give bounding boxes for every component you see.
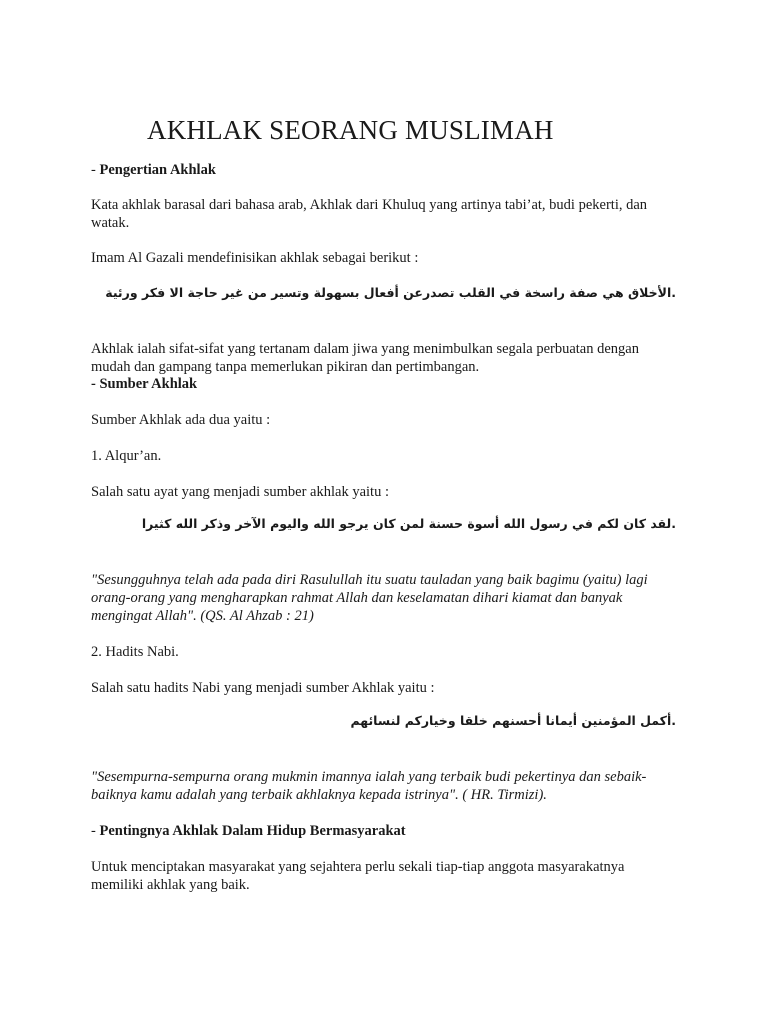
paragraph-line: mudah dan gampang tanpa memerlukan pikiran dan pertimbangan. (91, 359, 480, 375)
heading-sumber: - Sumber Akhlak (91, 376, 198, 392)
quote-line: mengingat Allah". (QS. Al Ahzab : 21) (91, 608, 314, 624)
heading-text: Pengertian Akhlak (99, 162, 216, 178)
page-title: AKHLAK SEORANG MUSLIMAH (147, 115, 554, 145)
arabic-text: .أكمل المؤمنين أيمانا أحسنهم خلقا وخياركم لنسائهم (350, 713, 676, 728)
paragraph-line: Kata akhlak barasal dari bahasa arab, Akhlak dari Khuluq yang artinya tabi’at, budi pekerti, dan (91, 197, 648, 213)
heading-pengertian (91, 161, 216, 180)
paragraph-line: Imam Al Gazali mendefinisikan akhlak sebagai berikut : (91, 250, 419, 266)
quote-line: "Sesungguhnya telah ada pada diri Rasulullah itu suatu tauladan yang baik bagimu (yaitu) lagi (91, 572, 648, 588)
list-item: 1. Alqur’an. (91, 448, 162, 464)
list-item: 2. Hadits Nabi. (91, 644, 179, 660)
paragraph-line: memiliki akhlak yang baik. (91, 877, 250, 893)
arabic-text: .لقد كان لكم في رسول الله أسوة حسنة لمن كان يرجو الله واليوم الآخر وذكر الله كثيرا (141, 516, 676, 531)
heading-pentingnya (91, 822, 406, 841)
arabic-text: .الأخلاق هي صفة راسخة في القلب تصدرعن أفعال بسهولة وتسير من غير حاجة الا فكر ورئية (105, 285, 676, 300)
quote-line: orang-orang yang mengharapkan rahmat Allah dan keselamatan dihari kiamat dan banyak (91, 590, 623, 606)
heading-dash: - (91, 162, 100, 178)
heading-dash: - (91, 823, 100, 839)
paragraph-line: Akhlak ialah sifat-sifat yang tertanam dalam jiwa yang menimbulkan segala perbuatan dengan (91, 341, 639, 357)
heading-text: Pentingnya Akhlak Dalam Hidup Bermasyarakat (99, 823, 406, 839)
paragraph-line: Salah satu hadits Nabi yang menjadi sumber Akhlak yaitu : (91, 680, 435, 696)
quote-line: "Sesempurna-sempurna orang mukmin imannya ialah yang terbaik budi pekertinya dan sebaik- (91, 769, 647, 785)
paragraph-line: Untuk menciptakan masyarakat yang sejahtera perlu sekali tiap-tiap anggota masyarakatnya (91, 859, 625, 875)
quote-line: baiknya kamu adalah yang terbaik akhlaknya kepada istrinya". ( HR. Tirmizi). (91, 787, 547, 803)
paragraph-line: Sumber Akhlak ada dua yaitu : (91, 412, 271, 428)
paragraph-line: watak. (91, 215, 130, 231)
paragraph-line: Salah satu ayat yang menjadi sumber akhlak yaitu : (91, 484, 389, 500)
